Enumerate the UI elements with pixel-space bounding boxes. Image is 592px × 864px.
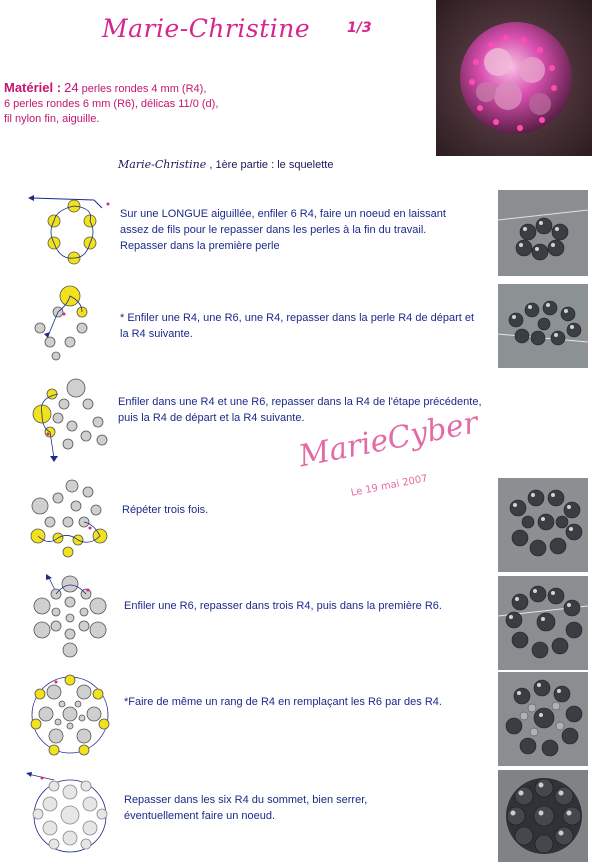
step6-photo [498, 672, 588, 766]
materials-line2: 6 perles rondes 6 mm (R6), délicas 11/0 (d), [4, 98, 219, 110]
step5-diagram [26, 572, 114, 658]
step2-diagram [28, 282, 108, 362]
step3-text: Enfiler dans une R4 et une R6, repasser dans la R4 de l'étape précédente, puis la R4 de départ et la R4 suivante. [118, 396, 482, 424]
step4-diagram [28, 476, 112, 560]
materials-list [4, 80, 314, 127]
materials-line3: fil nylon fin, aiguille. [4, 113, 100, 125]
step5-photo [498, 576, 588, 670]
step4-text: Répéter trois fois. [122, 504, 209, 516]
part-heading [118, 158, 333, 171]
step2-photo [498, 284, 588, 368]
step2-text: * Enfiler une R4, une R6, une R4, repasser dans la perle R4 de départ et la R4 suivante. [120, 312, 475, 340]
step3-diagram [28, 374, 114, 462]
step1-diagram [24, 188, 116, 270]
materials-line1: perles rondes 4 mm (R4), [78, 83, 207, 95]
page-title: Marie-Christine [102, 14, 311, 43]
artist-signature: MarieCyber [296, 405, 481, 475]
step7-text: Repasser dans les six R4 du sommet, bien serrer, éventuellement faire un noeud. [124, 794, 368, 822]
materials-count: 24 [64, 80, 79, 95]
step1-text: Sur une LONGUE aiguillée, enfiler 6 R4, faire un noeud en laissant assez de fils pour le repasser dans les perles à la fin du travail. Repasser dans la première perle [120, 208, 446, 252]
page-number: 1/3 [347, 20, 372, 36]
materials-label: Matériel : [4, 80, 62, 95]
step4-photo [498, 478, 588, 572]
step7-diagram [26, 770, 114, 856]
step7-photo [498, 770, 588, 862]
part-signature: Marie-Christine [118, 158, 207, 171]
step5-text: Enfiler une R6, repasser dans trois R4, puis dans la première R6. [124, 600, 442, 612]
part-label: , 1ère partie : le squelette [206, 159, 334, 171]
signature-date: Le 19 mai 2007 [350, 473, 429, 499]
finished-bead-photo [436, 0, 592, 156]
step1-photo [498, 190, 588, 276]
step6-text: *Faire de même un rang de R4 en remplaçant les R6 par des R4. [124, 696, 442, 708]
step6-diagram [26, 670, 114, 760]
